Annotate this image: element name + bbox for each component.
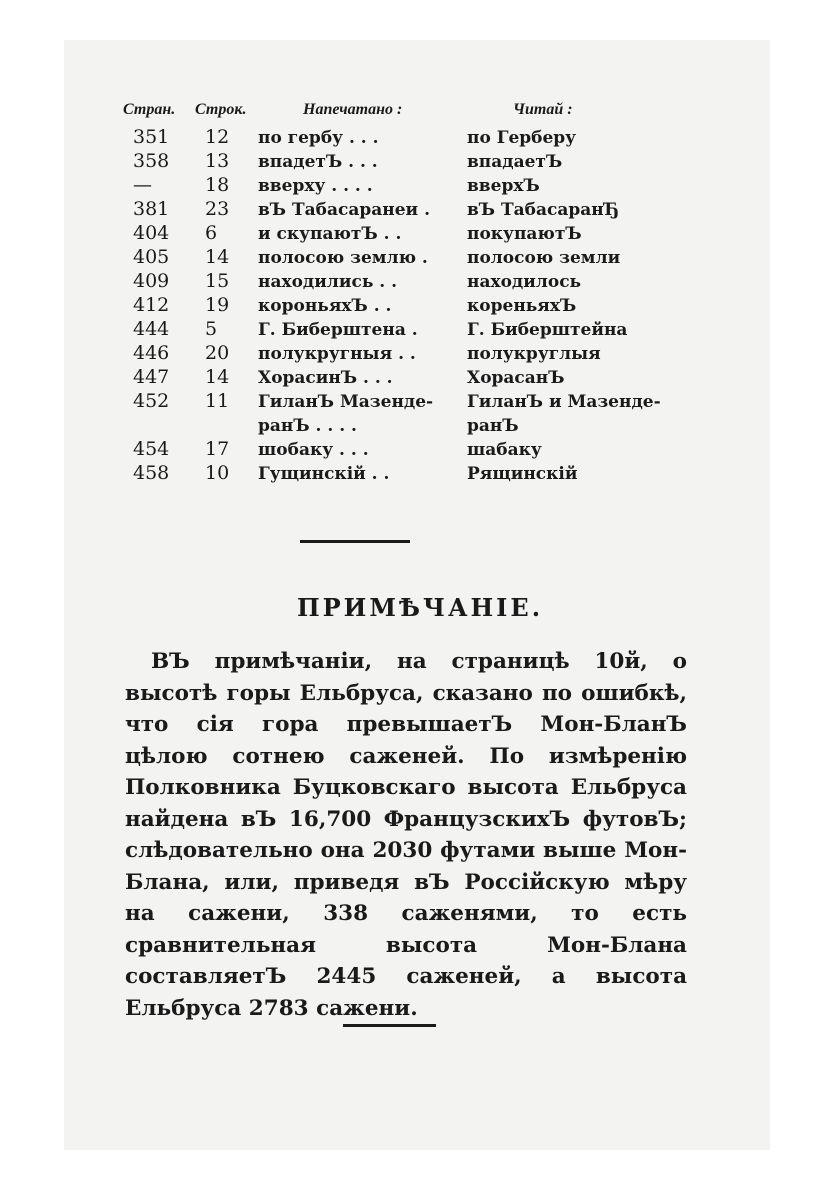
divider-bottom [343,1024,436,1027]
row-read: вЪ ТабасаранЂ [467,200,620,220]
row-printed: впадетЪ . . . [258,152,378,172]
row-read: ХорасанЪ [467,368,565,388]
row-line: 15 [205,270,230,292]
header-printed: Напечатано : [303,101,403,118]
row-line: 14 [205,366,230,388]
note-text: ВЪ примѣчаніи, на страницѣ 10й, о высотѣ горы Ельбруса, сказано по ошибкѣ, что сія гора превышаетЪ Мон-БланЪ цѣлою сотнею саженей. По измѣренію Полковника Буцковскаго высота Ельбруса найдена вЪ 16,700 ФранцузскихЪ футовЪ; слѣдовательно она 2030 футами выше Мон-Блана, или, приведя вЪ Россійскую мѣру на сажени, 338 саженями, то есть сравнительная высота Мон-Блана составляетЪ 2445 саженей, а высота Ельбруса 2783 сажени. [125,649,687,1021]
row-page: 446 [133,342,170,364]
row-page: 404 [133,222,170,244]
row-page: 452 [133,390,170,412]
row-printed: Г. Биберштена . [258,320,418,340]
row-page: 409 [133,270,170,292]
header-page: Стран. [123,101,176,118]
row-read: Г. Биберштейна [467,320,628,340]
header-read: Читай : [513,101,573,118]
row-read: полукруглыя [467,344,601,364]
row-page: 454 [133,438,170,460]
row-line: 6 [205,222,218,244]
row-printed: ранЪ . . . . [258,416,357,436]
row-read: по Герберу [467,128,577,148]
row-line: 18 [205,174,230,196]
row-page: 358 [133,150,170,172]
divider-top [300,540,410,543]
row-read: полосою земли [467,248,621,268]
row-page: 381 [133,198,170,220]
row-printed: вЪ Табасаранеи . [258,200,430,220]
row-read: Рящинскій [467,464,578,484]
row-page: 444 [133,318,170,340]
row-printed: Гущинскій . . [258,464,390,484]
row-line: 12 [205,126,230,148]
row-page: 412 [133,294,170,316]
row-printed: короньяхЪ . . [258,296,392,316]
row-line: 10 [205,462,230,484]
row-printed: по гербу . . . [258,128,379,148]
header-line: Строк. [195,101,247,118]
row-line: 19 [205,294,230,316]
row-line: 17 [205,438,230,460]
row-printed: ГиланЪ Мазенде- [258,392,434,412]
row-line: 20 [205,342,230,364]
row-read: находилось [467,272,582,292]
row-printed: полукругныя . . [258,344,416,364]
row-read: кореньяхЪ [467,296,577,316]
row-printed: вверху . . . . [258,176,373,196]
row-printed: находились . . [258,272,398,292]
row-line: 23 [205,198,230,220]
row-line: 5 [205,318,218,340]
row-read: впадаетЪ [467,152,563,172]
row-printed: ХорасинЪ . . . [258,368,393,388]
note-title: ПРИМѢЧАНІЕ. [296,593,544,622]
row-line: 11 [205,390,230,412]
row-read: покупаютЪ [467,224,582,244]
row-printed: полосою землю . [258,248,428,268]
row-page: — [133,174,152,196]
row-read: шабаку [467,440,542,460]
row-page: 458 [133,462,170,484]
row-line: 13 [205,150,230,172]
row-read: вверхЪ [467,176,540,196]
row-printed: шобаку . . . [258,440,369,460]
row-read: ГиланЪ и Мазенде- [467,392,661,412]
row-read: ранЪ [467,416,519,436]
row-printed: и скупаютЪ . . [258,224,402,244]
row-page: 405 [133,246,170,268]
row-page: 351 [133,126,170,148]
row-page: 447 [133,366,170,388]
row-line: 14 [205,246,230,268]
